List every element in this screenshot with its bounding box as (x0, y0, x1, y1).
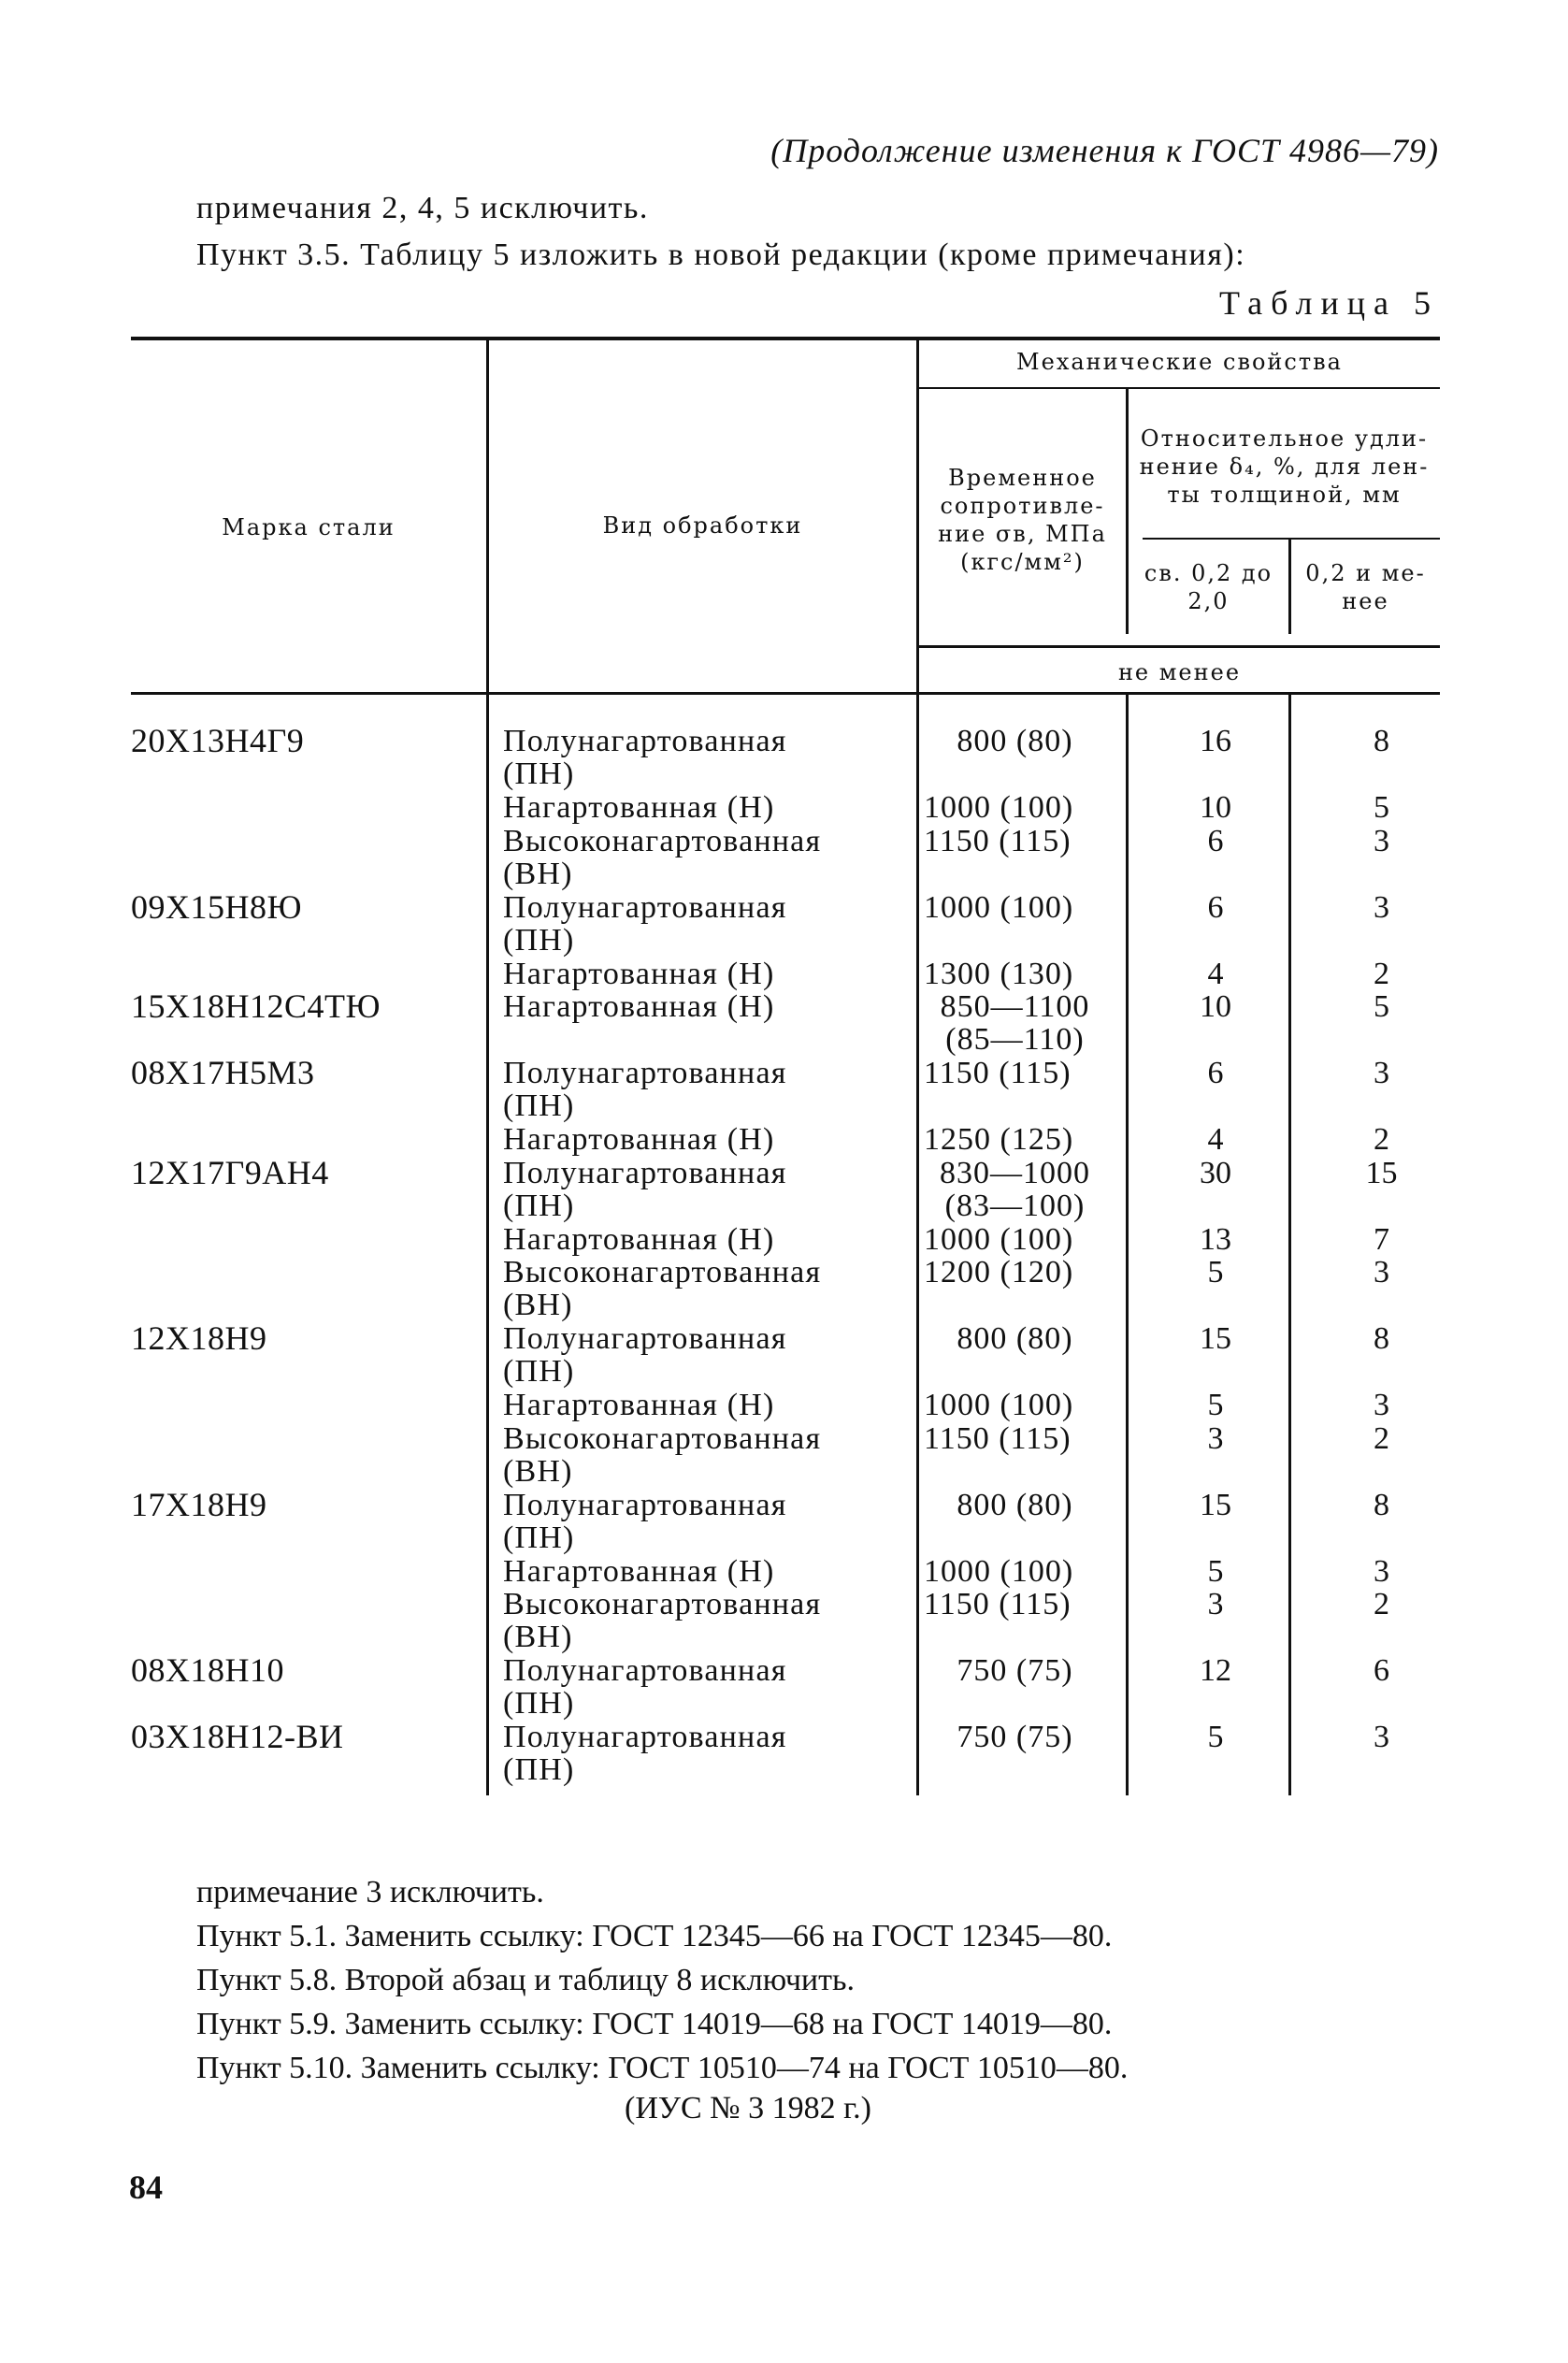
elongation-upto-02: 3 (1374, 1056, 1389, 1090)
table-row (0, 958, 1568, 991)
strength-cell (924, 1721, 1106, 1753)
table-row (0, 825, 1568, 891)
strength-cell (924, 891, 1106, 924)
strength-line: 750 (75) (957, 1653, 1073, 1688)
strength-cell (924, 1654, 1106, 1687)
treatment-line: Полунагартованная (503, 1653, 787, 1688)
elongation-over-02: 4 (1207, 1122, 1224, 1157)
table-row (0, 1256, 1568, 1322)
intro-text (196, 185, 1245, 279)
elongation-over-02: 15 (1200, 1487, 1231, 1522)
header-not-less: не менее (1117, 659, 1242, 685)
treatment-line: Нагартованная (Н) (503, 1122, 775, 1157)
table-row (0, 1588, 1568, 1654)
strength-cell (924, 990, 1106, 1056)
treatment-line: Полунагартованная (503, 1321, 787, 1356)
treatment-line: Полунагартованная (503, 1487, 787, 1522)
strength-line: 750 (75) (957, 1720, 1073, 1754)
strength-cell (924, 1389, 1106, 1421)
strength-cell (924, 1057, 1106, 1089)
note-line: Пункт 5.8. Второй абзац и таблицу 8 исключить. (196, 1963, 855, 1997)
strength-line: 1000 (100) (924, 1553, 1074, 1589)
header-strength-line: (кгс/мм²) (960, 549, 1085, 575)
header-mech-properties: Механические свойства (1016, 349, 1343, 375)
treatment-line: (ВН) (503, 1453, 573, 1489)
table-row (0, 1123, 1568, 1157)
treatment-cell (503, 958, 905, 990)
intro-line: Пункт 3.5. Таблицу 5 изложить в новой редакции (кроме примечания): (196, 238, 1246, 272)
strength-cell (924, 1123, 1106, 1156)
steel-grade: 08Х17Н5М3 (131, 1054, 315, 1091)
treatment-cell (503, 725, 905, 790)
table-row (0, 1485, 1568, 1555)
elongation-over-02: 12 (1200, 1653, 1231, 1688)
elongation-over-02: 16 (1200, 724, 1231, 758)
steel-grade: 12Х17Г9АН4 (131, 1153, 329, 1191)
elongation-upto-02: 8 (1374, 1487, 1389, 1522)
strength-line: 1150 (115) (924, 1056, 1072, 1090)
header-elongation-line: нение δ₄, %, для лен- (1139, 454, 1430, 480)
strength-cell (924, 1588, 1106, 1621)
header-strength (919, 464, 1126, 576)
elongation-over-02: 13 (1200, 1221, 1231, 1257)
running-header: (Продолжение изменения к ГОСТ 4986—79) (770, 132, 1439, 169)
steel-grade: 03Х18Н12-ВИ (131, 1718, 344, 1755)
strength-line: 850—1100 (940, 989, 1090, 1024)
elongation-upto-02: 8 (1374, 1321, 1389, 1356)
elongation-upto-02: 2 (1374, 956, 1389, 991)
header-thickness-line: нее (1342, 588, 1389, 614)
strength-cell (924, 1223, 1106, 1256)
elongation-over-02: 6 (1207, 823, 1224, 858)
treatment-line: Высоконагартованная (503, 1420, 822, 1456)
strength-cell (924, 725, 1106, 757)
treatment-line: Полунагартованная (503, 724, 787, 758)
strength-line: 1000 (100) (924, 790, 1074, 825)
elongation-over-02: 5 (1207, 1720, 1224, 1754)
note-line: Пункт 5.10. Заменить ссылку: ГОСТ 10510—74 на ГОСТ 10510—80. (196, 2051, 1129, 2085)
treatment-line: (ПН) (503, 1188, 575, 1223)
treatment-line: (ПН) (503, 1520, 575, 1555)
treatment-line: Высоконагартованная (503, 1587, 822, 1621)
treatment-line: Полунагартованная (503, 1720, 787, 1754)
table-row (0, 1718, 1568, 1787)
table-row (0, 722, 1568, 791)
strength-line: (85—110) (945, 1022, 1085, 1057)
elongation-over-02: 5 (1207, 1553, 1224, 1589)
table-row (0, 1389, 1568, 1422)
elongation-upto-02: 2 (1374, 1587, 1389, 1621)
strength-line: 1000 (100) (924, 1388, 1074, 1422)
treatment-line: (ПН) (503, 922, 575, 958)
treatment-line: Полунагартованная (503, 1155, 787, 1190)
header-bottom-rule (131, 692, 1440, 695)
elongation-over-02: 5 (1207, 1388, 1224, 1422)
treatment-line: (ПН) (503, 756, 575, 791)
treatment-cell (503, 1057, 905, 1122)
header-strength-line: сопротивле- (940, 493, 1105, 519)
table-row (0, 1651, 1568, 1721)
steel-grade: 09Х15Н8Ю (131, 887, 302, 926)
elongation-upto-02: 2 (1374, 1420, 1389, 1456)
mech-header-rule (916, 387, 1440, 389)
elongation-upto-02: 8 (1374, 724, 1389, 758)
strength-line: 1150 (115) (924, 823, 1072, 858)
strength-cell (924, 825, 1106, 857)
strength-line: 800 (80) (957, 1321, 1073, 1356)
min-rule (916, 645, 1440, 648)
treatment-line: Нагартованная (Н) (503, 956, 775, 991)
elongation-upto-02: 5 (1374, 989, 1389, 1024)
strength-cell (924, 958, 1106, 990)
strength-line: (83—100) (944, 1188, 1086, 1223)
table-row (0, 987, 1568, 1057)
strength-cell (924, 1322, 1106, 1355)
strength-line: 1000 (100) (924, 889, 1074, 925)
table-caption: Таблица 5 (1219, 284, 1439, 322)
elongation-over-02: 15 (1200, 1321, 1231, 1356)
strength-line: 1300 (130) (924, 956, 1074, 991)
elongation-over-02: 6 (1207, 889, 1224, 925)
note-line: Пункт 5.1. Заменить ссылку: ГОСТ 12345—66 на ГОСТ 12345—80. (196, 1919, 1113, 1953)
elongation-upto-02: 3 (1374, 823, 1389, 858)
strength-cell (924, 1422, 1106, 1455)
header-thickness-upto-02 (1291, 559, 1440, 615)
header-elongation-line: Относительное удли- (1140, 425, 1429, 452)
treatment-line: Нагартованная (Н) (503, 790, 775, 825)
treatment-cell (503, 1322, 905, 1388)
strength-cell (924, 1489, 1106, 1521)
treatment-cell (503, 1489, 905, 1554)
strength-line: 800 (80) (957, 724, 1073, 758)
source-reference: (ИУС № 3 1982 г.) (625, 2091, 871, 2125)
steel-grade: 15Х18Н12С4ТЮ (131, 987, 381, 1025)
elongation-over-02: 5 (1207, 1255, 1224, 1290)
elongation-upto-02: 3 (1374, 1553, 1389, 1589)
treatment-line: Нагартованная (Н) (503, 989, 775, 1024)
note-line: Пункт 5.9. Заменить ссылку: ГОСТ 14019—68 на ГОСТ 14019—80. (196, 2007, 1113, 2041)
header-strength-line: Временное (948, 465, 1097, 491)
elong-header-rule (1143, 538, 1440, 540)
treatment-line: Полунагартованная (503, 1056, 787, 1090)
elongation-over-02: 10 (1200, 989, 1231, 1024)
strength-cell (924, 1555, 1106, 1588)
table-row (0, 1422, 1568, 1489)
elongation-upto-02: 3 (1374, 1388, 1389, 1422)
strength-cell (924, 791, 1106, 824)
elongation-upto-02: 15 (1365, 1155, 1398, 1190)
elongation-upto-02: 3 (1374, 889, 1389, 925)
table-row (0, 1054, 1568, 1123)
header-thickness-line: 0,2 и ме- (1305, 560, 1426, 586)
header-thickness-line: 2,0 (1187, 588, 1230, 614)
strength-line: 1250 (125) (924, 1122, 1074, 1157)
elongation-over-02: 30 (1200, 1155, 1231, 1190)
table-row (0, 791, 1568, 825)
treatment-cell (503, 1721, 905, 1786)
strength-line: 1150 (115) (924, 1587, 1072, 1621)
elongation-upto-02: 6 (1374, 1653, 1389, 1688)
header-grade: Марка стали (222, 514, 396, 540)
strength-cell (924, 1256, 1106, 1289)
strength-line: 1000 (100) (924, 1221, 1074, 1257)
treatment-line: Нагартованная (Н) (503, 1221, 775, 1257)
strength-line: 800 (80) (957, 1487, 1073, 1522)
elongation-upto-02: 3 (1374, 1720, 1389, 1754)
treatment-line: (ВН) (503, 1620, 573, 1654)
table-row (0, 1153, 1568, 1223)
header-strength-line: ние σв, МПа (938, 521, 1107, 547)
table-row (0, 1319, 1568, 1389)
elongation-over-02: 3 (1207, 1587, 1224, 1621)
page-number: 84 (129, 2168, 163, 2206)
steel-grade: 20Х13Н4Г9 (131, 722, 305, 759)
treatment-cell (503, 825, 905, 890)
elongation-upto-02: 5 (1374, 790, 1389, 825)
treatment-cell (503, 1588, 905, 1653)
steel-grade: 17Х18Н9 (131, 1485, 267, 1523)
treatment-line: Высоконагартованная (503, 1255, 822, 1290)
treatment-line: Нагартованная (Н) (503, 1553, 775, 1589)
elongation-over-02: 3 (1207, 1420, 1224, 1456)
table-row (0, 1555, 1568, 1589)
header-treatment: Вид обработки (602, 512, 803, 539)
table-row (0, 1223, 1568, 1257)
treatment-cell (503, 1223, 905, 1256)
elongation-over-02: 4 (1207, 956, 1224, 991)
header-elongation (1129, 425, 1440, 509)
strength-cell (924, 1157, 1106, 1222)
steel-grade: 12Х18Н9 (131, 1319, 267, 1357)
treatment-line: Нагартованная (Н) (503, 1388, 775, 1422)
treatment-cell (503, 1654, 905, 1720)
treatment-line: (ПН) (503, 1354, 575, 1389)
treatment-cell (503, 1123, 905, 1156)
treatment-cell (503, 891, 905, 957)
strength-line: 1200 (120) (924, 1255, 1074, 1290)
treatment-line: (ПН) (503, 1752, 575, 1787)
treatment-cell (503, 1256, 905, 1321)
header-thickness-line: св. 0,2 до (1144, 560, 1273, 586)
treatment-cell (503, 990, 905, 1023)
treatment-line: Полунагартованная (503, 889, 787, 925)
elongation-upto-02: 7 (1374, 1221, 1389, 1257)
treatment-line: (ВН) (503, 1288, 573, 1322)
table-row (0, 887, 1568, 958)
elongation-over-02: 6 (1207, 1056, 1224, 1090)
steel-grade: 08Х18Н10 (131, 1651, 284, 1689)
treatment-cell (503, 1422, 905, 1488)
note-line: примечание 3 исключить. (196, 1875, 544, 1909)
elongation-over-02: 10 (1200, 790, 1231, 825)
treatment-line: (ВН) (503, 856, 573, 891)
strength-line: 1150 (115) (924, 1420, 1072, 1456)
treatment-cell (503, 1157, 905, 1222)
elongation-upto-02: 3 (1374, 1255, 1389, 1290)
notes (196, 1870, 1128, 2090)
elongation-upto-02: 2 (1374, 1122, 1389, 1157)
treatment-cell (503, 791, 905, 824)
treatment-line: Высоконагартованная (503, 823, 822, 858)
treatment-cell (503, 1389, 905, 1421)
header-thickness-over-02 (1129, 559, 1288, 615)
intro-line: примечания 2, 4, 5 исключить. (196, 191, 649, 225)
treatment-line: (ПН) (503, 1686, 575, 1721)
treatment-cell (503, 1555, 905, 1588)
table-top-rule (131, 337, 1440, 340)
strength-line: 830—1000 (940, 1155, 1090, 1190)
header-elongation-line: ты толщиной, мм (1167, 482, 1402, 508)
treatment-line: (ПН) (503, 1088, 575, 1123)
